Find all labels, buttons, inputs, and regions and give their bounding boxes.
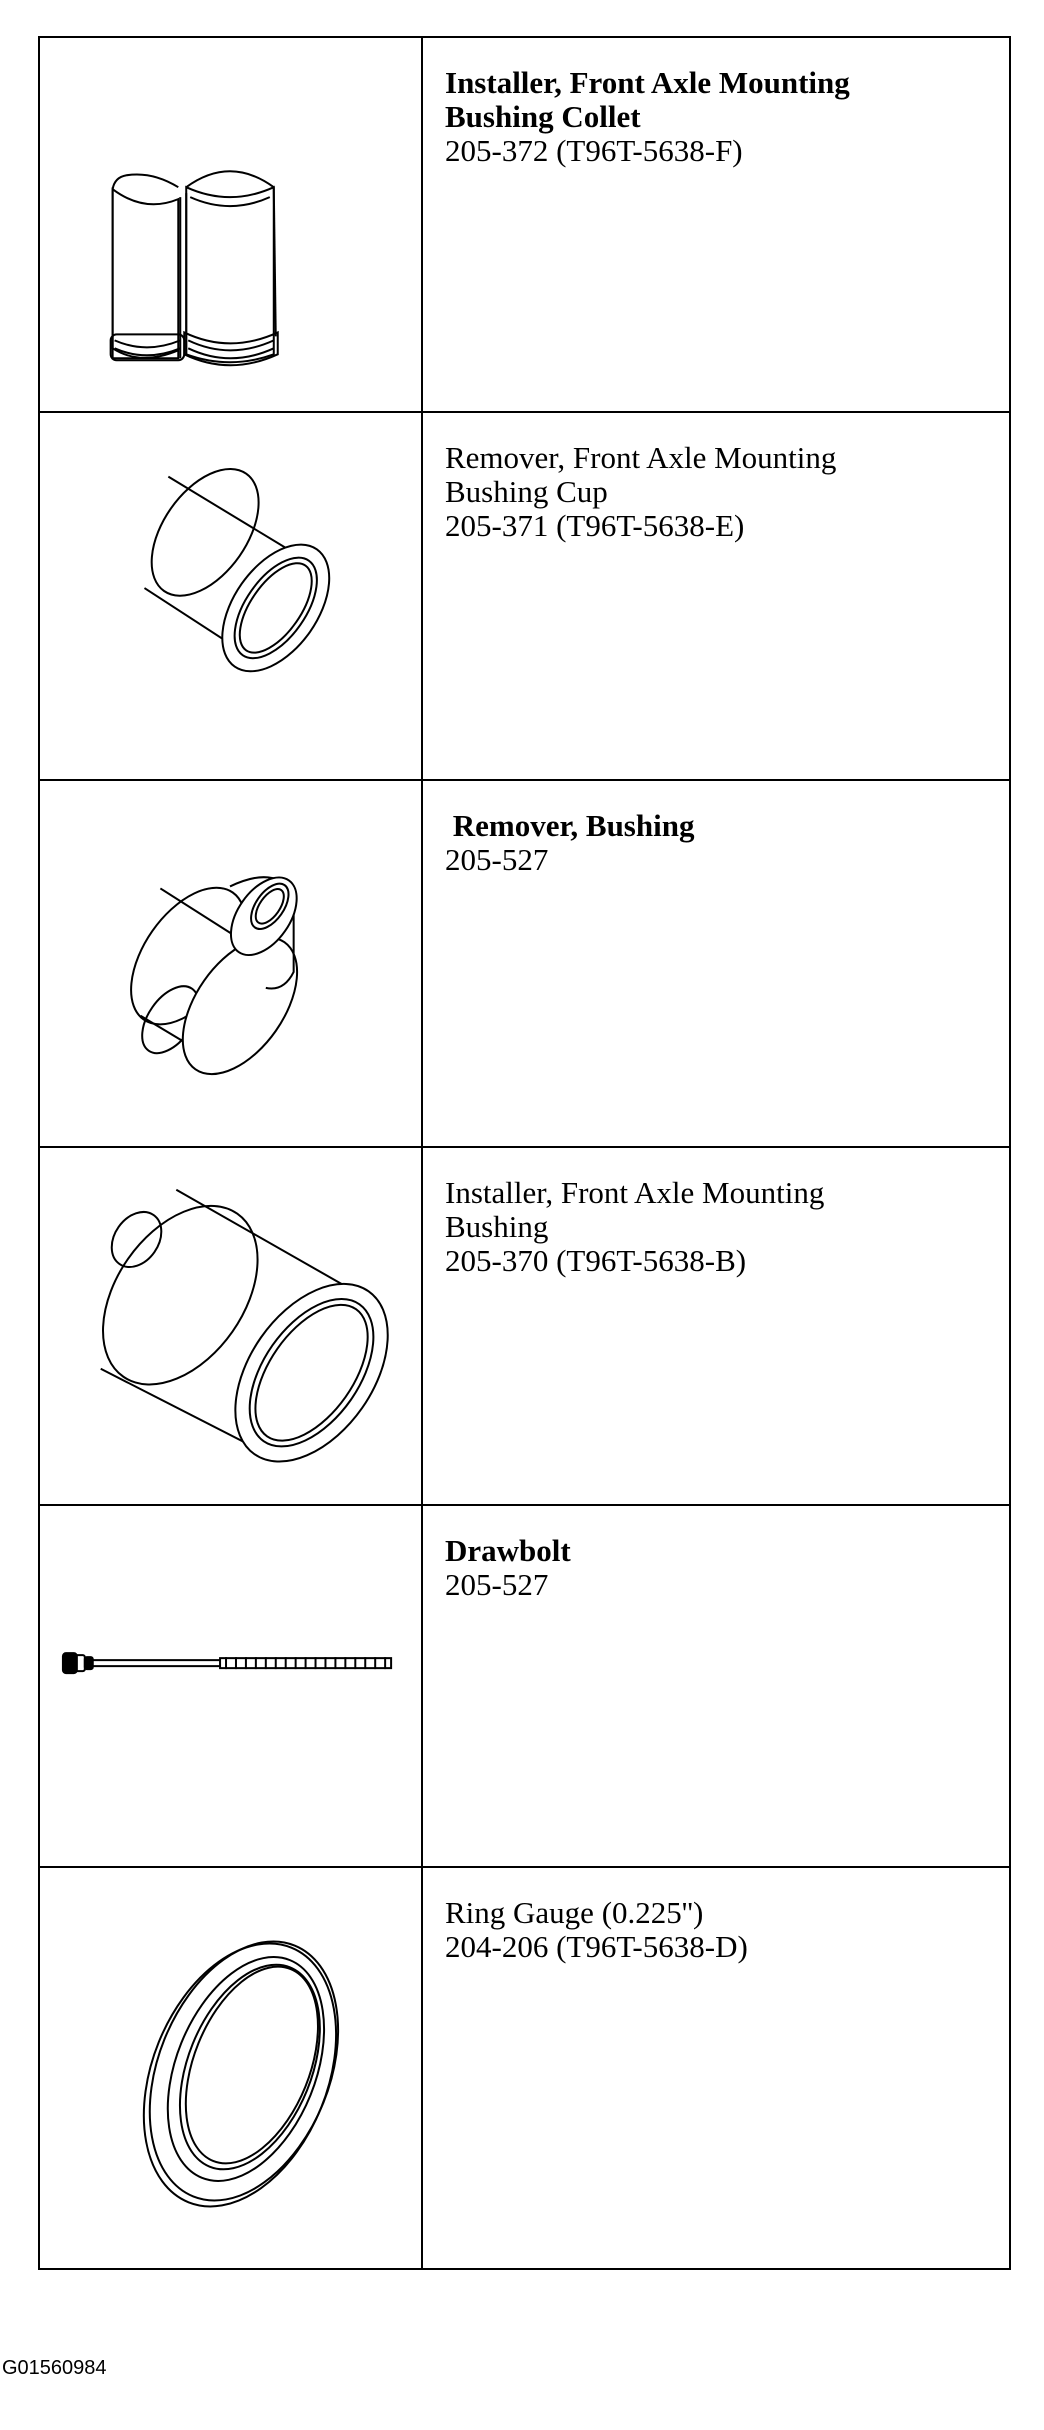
tool-name-line: Remover, Front Axle Mounting xyxy=(445,440,837,475)
tool-illustration-cell xyxy=(39,1147,422,1505)
tool-name-line: Ring Gauge (0.225'') xyxy=(445,1895,704,1930)
tool-row xyxy=(39,1867,1010,2269)
tool-part-number: 205-370 (T96T-5638-B) xyxy=(445,1243,747,1278)
tool-description-cell xyxy=(422,412,1010,780)
tool-description-cell xyxy=(422,37,1010,412)
bushing-collet-icon xyxy=(40,38,421,411)
ring-gauge-icon xyxy=(40,1868,421,2268)
tool-part-number: 205-527 xyxy=(445,842,549,877)
tool-description-cell xyxy=(422,1867,1010,2269)
tool-illustration-cell xyxy=(39,1505,422,1867)
tool-row xyxy=(39,37,1010,412)
tool-illustration-cell xyxy=(39,37,422,412)
tool-part-number: 205-371 (T96T-5638-E) xyxy=(445,508,745,543)
special-tools-table xyxy=(38,36,1011,2270)
tool-illustration-cell xyxy=(39,780,422,1147)
tool-description-cell xyxy=(422,780,1010,1147)
tool-name-line: Bushing Collet xyxy=(445,99,641,134)
tool-part-number: 204-206 (T96T-5638-D) xyxy=(445,1929,748,1964)
figure-id-label: G01560984 xyxy=(2,2357,107,2379)
tool-row xyxy=(39,1505,1010,1867)
bushing-remover-icon xyxy=(40,781,421,1146)
tool-name-line: Drawbolt xyxy=(445,1533,571,1568)
bushing-cup-icon xyxy=(40,413,421,779)
tool-part-number: 205-527 xyxy=(445,1567,549,1602)
tool-name-line: Bushing Cup xyxy=(445,474,608,509)
tool-description-cell xyxy=(422,1147,1010,1505)
tool-name-line: Installer, Front Axle Mounting xyxy=(445,65,850,100)
tool-row xyxy=(39,1147,1010,1505)
tool-description-cell xyxy=(422,1505,1010,1867)
tool-illustration-cell xyxy=(39,1867,422,2269)
tool-row xyxy=(39,780,1010,1147)
bushing-installer-icon xyxy=(40,1148,421,1504)
tool-row xyxy=(39,412,1010,780)
tool-illustration-cell xyxy=(39,412,422,780)
tool-part-number: 205-372 (T96T-5638-F) xyxy=(445,133,743,168)
tool-name-line: Installer, Front Axle Mounting xyxy=(445,1175,825,1210)
drawbolt-icon xyxy=(40,1506,421,1866)
tool-name-line: Remover, Bushing xyxy=(445,808,695,843)
tool-name-line: Bushing xyxy=(445,1209,549,1244)
